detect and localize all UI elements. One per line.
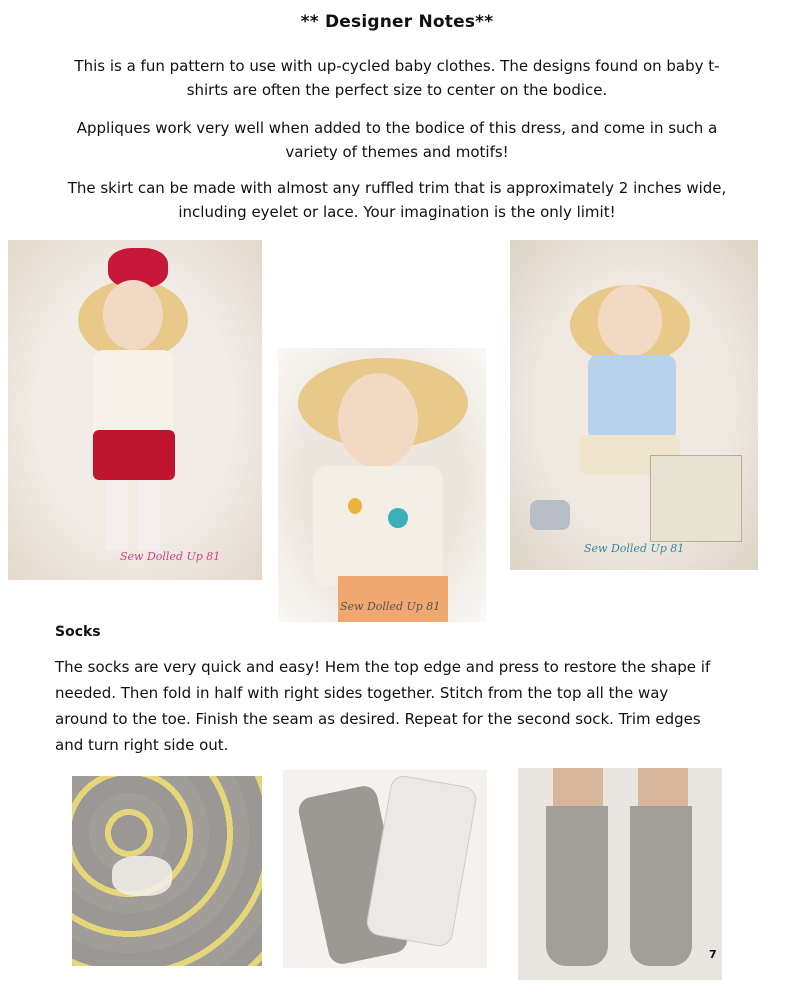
doll-photo-red-skirt: [8, 240, 262, 580]
doll-photo-balloon-shirt: [278, 348, 486, 622]
doll-photo-blue-shirt: [510, 240, 758, 570]
sock-photo-on-doll: [518, 768, 722, 980]
watermark: Sew Dolled Up 81: [584, 542, 685, 555]
socks-instructions: The socks are very quick and easy! Hem the top edge and press to restore the shape if needed. Then fold in half with right sides together. Stitch from the top all the way around to the toe. Finish the seam as desired. Repeat for the second sock. Trim edges and turn right side out.: [55, 658, 711, 754]
watermark: Sew Dolled Up 81: [340, 600, 441, 613]
intro-paragraph-1: This is a fun pattern to use with up-cycled baby clothes. The designs found on baby t-shirts are often the perfect size to center on the bodice.: [74, 57, 720, 99]
page-title: ** Designer Notes**: [300, 12, 494, 32]
socks-heading: Socks: [55, 624, 101, 640]
watermark: Sew Dolled Up 81: [120, 550, 221, 563]
intro-paragraph-3: The skirt can be made with almost any ruffled trim that is approximately 2 inches wide, including eyelet or lace. Your imagination is the only limit!: [67, 179, 727, 221]
page-number: 7: [709, 948, 717, 961]
intro-paragraph-2: Appliques work very well when added to the bodice of this dress, and come in such a variety of themes and motifs!: [76, 119, 718, 161]
sock-photo-fabric: [72, 776, 262, 966]
sock-photo-folded: [283, 770, 487, 968]
